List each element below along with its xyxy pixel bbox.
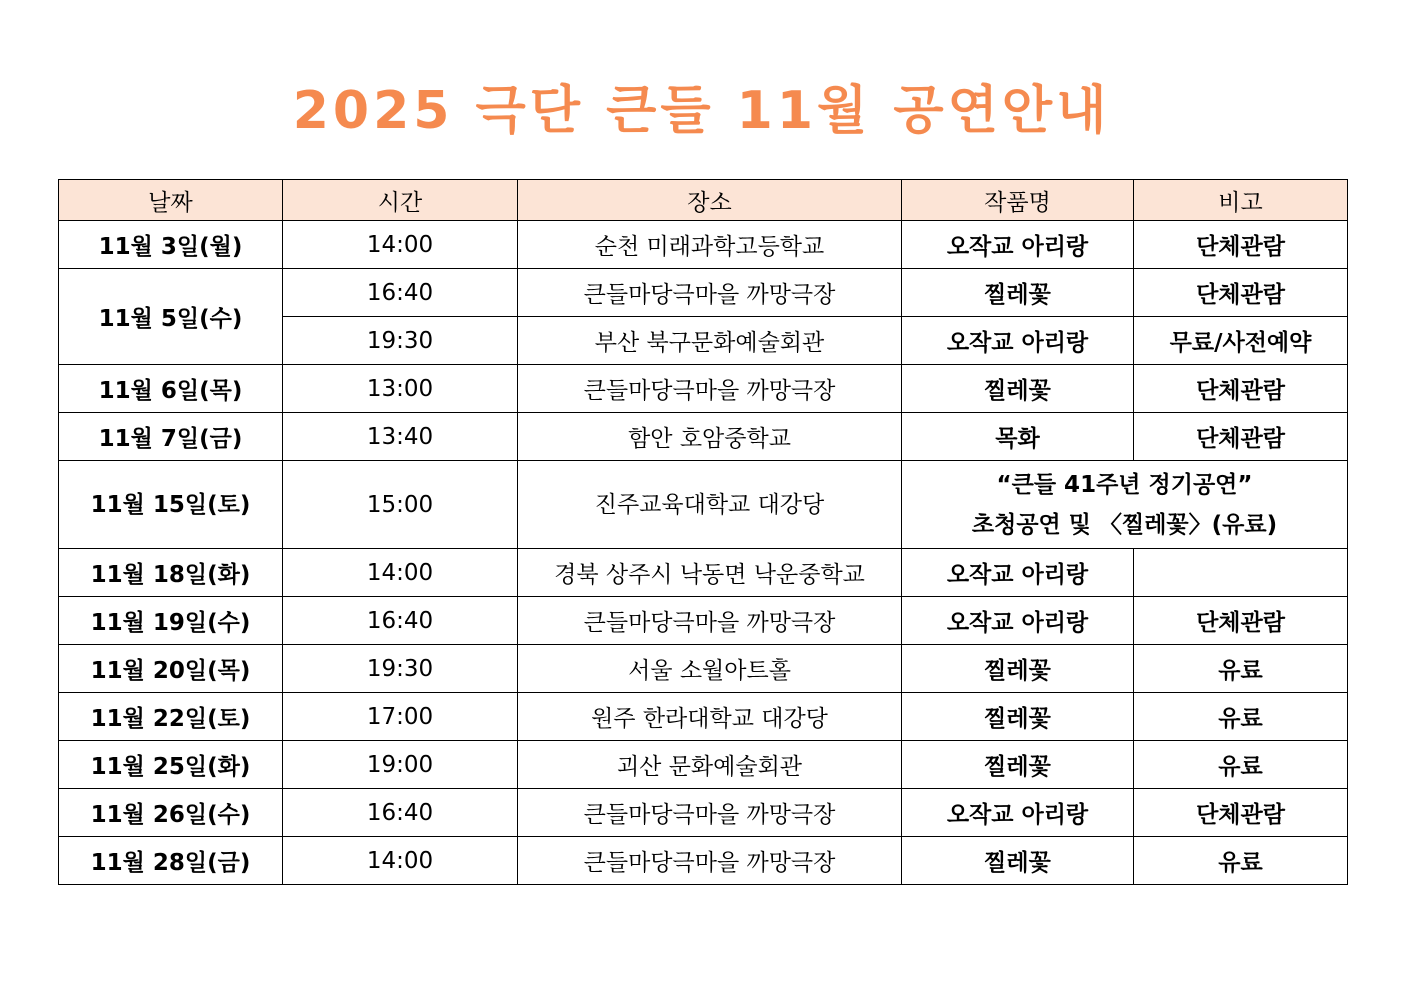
cell-note: 유료 <box>1134 741 1348 789</box>
table-row <box>59 549 1348 597</box>
cell-note: 유료 <box>1134 837 1348 885</box>
cell-date: 11월 6일(목) <box>59 365 283 413</box>
cell-work: 목화 <box>902 413 1134 461</box>
cell-date: 11월 3일(월) <box>59 221 283 269</box>
table-row <box>59 645 1348 693</box>
header-row <box>59 180 1348 221</box>
cell-note: 단체관람 <box>1134 789 1348 837</box>
cell-work: 오작교 아리랑 <box>902 549 1134 597</box>
cell-date: 11월 20일(목) <box>59 645 283 693</box>
cell-place: 큰들마당극마을 까망극장 <box>518 597 902 645</box>
cell-date: 11월 26일(수) <box>59 789 283 837</box>
table-row <box>59 789 1348 837</box>
header-date: 날짜 <box>59 180 283 221</box>
cell-work: 찔레꽃 <box>902 269 1134 317</box>
cell-note: 유료 <box>1134 693 1348 741</box>
page-title: 2025 극단 큰들 11월 공연안내 <box>292 81 1111 141</box>
cell-place: 순천 미래과학고등학교 <box>518 221 902 269</box>
cell-place: 큰들마당극마을 까망극장 <box>518 837 902 885</box>
cell-note <box>1134 549 1348 597</box>
cell-note: 유료 <box>1134 645 1348 693</box>
cell-place: 원주 한라대학교 대강당 <box>518 693 902 741</box>
cell-note: 단체관람 <box>1134 221 1348 269</box>
cell-date: 11월 5일(수) <box>59 269 283 365</box>
cell-place: 큰들마당극마을 까망극장 <box>518 789 902 837</box>
cell-work: 찔레꽃 <box>902 365 1134 413</box>
table-row <box>59 413 1348 461</box>
cell-time: 14:00 <box>283 221 518 269</box>
cell-work: 찔레꽃 <box>902 645 1134 693</box>
cell-time: 14:00 <box>283 549 518 597</box>
header-work: 작품명 <box>902 180 1134 221</box>
cell-date: 11월 19일(수) <box>59 597 283 645</box>
cell-work: 오작교 아리랑 <box>902 317 1134 365</box>
cell-note: 단체관람 <box>1134 269 1348 317</box>
cell-time: 16:40 <box>283 597 518 645</box>
cell-date: 11월 18일(화) <box>59 549 283 597</box>
work-line-1: “큰들 41주년 정기공연” <box>996 471 1253 498</box>
cell-note: 단체관람 <box>1134 365 1348 413</box>
cell-date: 11월 7일(금) <box>59 413 283 461</box>
table-row <box>59 597 1348 645</box>
cell-time: 13:00 <box>283 365 518 413</box>
cell-work-merged <box>902 461 1348 549</box>
cell-date: 11월 15일(토) <box>59 461 283 549</box>
cell-work: 찔레꽃 <box>902 837 1134 885</box>
table-row <box>59 221 1348 269</box>
cell-time: 13:40 <box>283 413 518 461</box>
cell-date: 11월 22일(토) <box>59 693 283 741</box>
cell-date: 11월 25일(화) <box>59 741 283 789</box>
cell-note: 단체관람 <box>1134 413 1348 461</box>
cell-note: 단체관람 <box>1134 597 1348 645</box>
cell-time: 16:40 <box>283 269 518 317</box>
cell-place: 큰들마당극마을 까망극장 <box>518 269 902 317</box>
cell-time: 17:00 <box>283 693 518 741</box>
cell-work: 찔레꽃 <box>902 741 1134 789</box>
cell-place: 경북 상주시 낙동면 낙운중학교 <box>518 549 902 597</box>
cell-work: 오작교 아리랑 <box>902 221 1134 269</box>
table-row <box>59 365 1348 413</box>
cell-time: 19:30 <box>283 645 518 693</box>
cell-place: 부산 북구문화예술회관 <box>518 317 902 365</box>
cell-work: 오작교 아리랑 <box>902 789 1134 837</box>
cell-place: 진주교육대학교 대강당 <box>518 461 902 549</box>
cell-date: 11월 28일(금) <box>59 837 283 885</box>
header-place: 장소 <box>518 180 902 221</box>
cell-place: 괴산 문화예술회관 <box>518 741 902 789</box>
cell-note: 무료/사전예약 <box>1134 317 1348 365</box>
header-time: 시간 <box>283 180 518 221</box>
cell-place: 큰들마당극마을 까망극장 <box>518 365 902 413</box>
cell-work: 찔레꽃 <box>902 693 1134 741</box>
cell-place: 함안 호암중학교 <box>518 413 902 461</box>
header-note: 비고 <box>1134 180 1348 221</box>
work-line-2: 초청공연 및 〈찔레꽃〉(유료) <box>971 511 1278 538</box>
table-row <box>59 693 1348 741</box>
cell-time: 16:40 <box>283 789 518 837</box>
schedule-table <box>58 179 1348 885</box>
table-row <box>59 837 1348 885</box>
table-row <box>59 269 1348 317</box>
cell-time: 14:00 <box>283 837 518 885</box>
cell-time: 19:30 <box>283 317 518 365</box>
table-row <box>59 741 1348 789</box>
cell-place: 서울 소월아트홀 <box>518 645 902 693</box>
cell-time: 15:00 <box>283 461 518 549</box>
cell-work: 오작교 아리랑 <box>902 597 1134 645</box>
cell-time: 19:00 <box>283 741 518 789</box>
table-row <box>59 461 1348 549</box>
